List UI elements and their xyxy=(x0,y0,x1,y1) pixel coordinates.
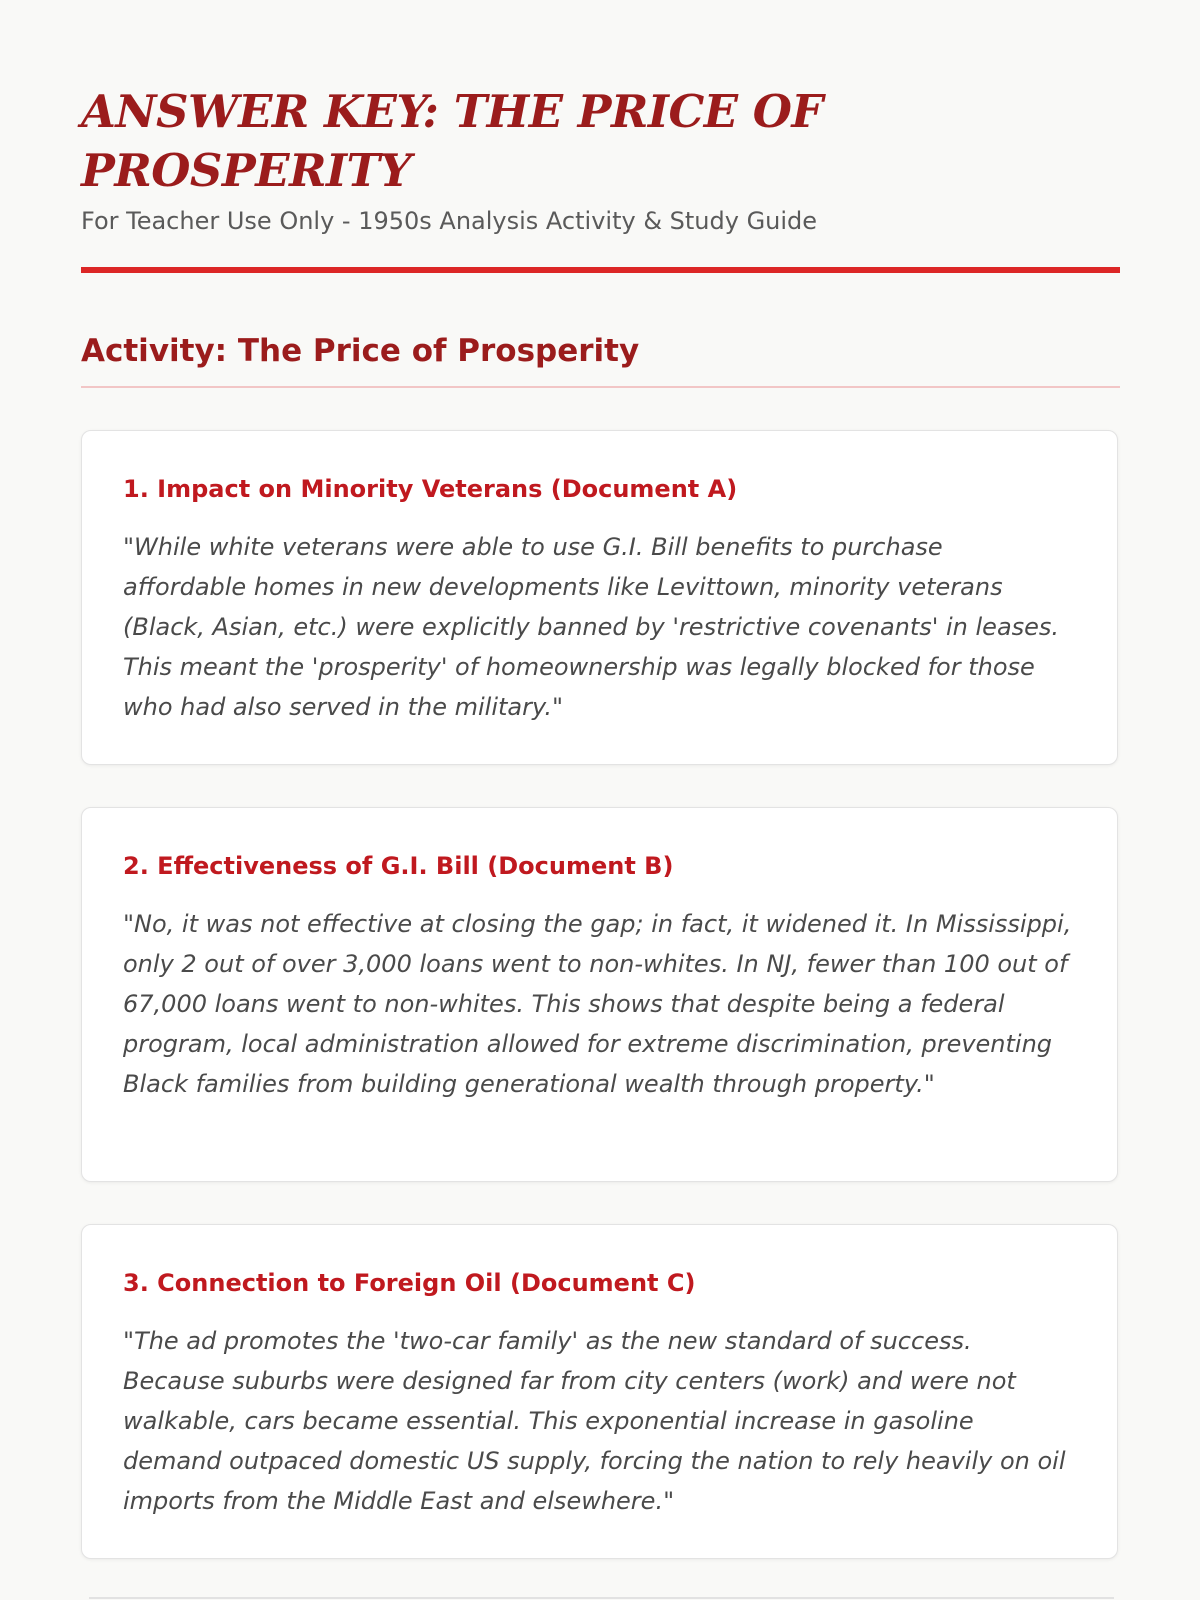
answer-card-1 xyxy=(81,430,1118,765)
answer-card-body: "While white veterans were able to use G.I. Bill benefits to purchase affordable homes in new developments like Levittown, minority veterans (Black, Asian, etc.) were explicitly banned by 'restrictive covenants' in leases. This meant the 'prosperity' of homeownership was legally blocked for those who had also served in the military." xyxy=(123,533,1060,721)
answer-card-title: 1. Impact on Minority Veterans (Document A) xyxy=(123,475,738,503)
answer-card-title: 2. Effectiveness of G.I. Bill (Document B) xyxy=(123,852,674,880)
page-title: ANSWER KEY: THE PRICE OF PROSPERITY xyxy=(81,85,823,197)
header-divider xyxy=(81,267,1120,273)
answer-card-title: 3. Connection to Foreign Oil (Document C) xyxy=(123,1269,696,1297)
section-heading: Activity: The Price of Prosperity xyxy=(81,333,640,369)
answer-card-body: "No, it was not effective at closing the gap; in fact, it widened it. In Mississippi, only 2 out of over 3,000 loans went to non-whites. In NJ, fewer than 100 out of 67,000 loans went to non-whites. This shows that despite being a federal program, local administration allowed for extreme discrimination, preventing Black families from building generational wealth through property." xyxy=(123,910,1072,1098)
answer-card-2 xyxy=(81,807,1118,1182)
answer-card-body: "The ad promotes the 'two-car family' as the new standard of success. Because suburbs were designed far from city centers (work) and were not walkable, cars became essential. This exponential increase in gasoline demand outpaced domestic US supply, forcing the nation to rely heavily on oil imports from the Middle East and elsewhere." xyxy=(123,1327,1066,1515)
answer-card-3 xyxy=(81,1224,1118,1559)
page-subtitle: For Teacher Use Only - 1950s Analysis Activity & Study Guide xyxy=(81,207,818,235)
bottom-divider xyxy=(89,1597,1114,1599)
section-divider xyxy=(81,386,1120,388)
